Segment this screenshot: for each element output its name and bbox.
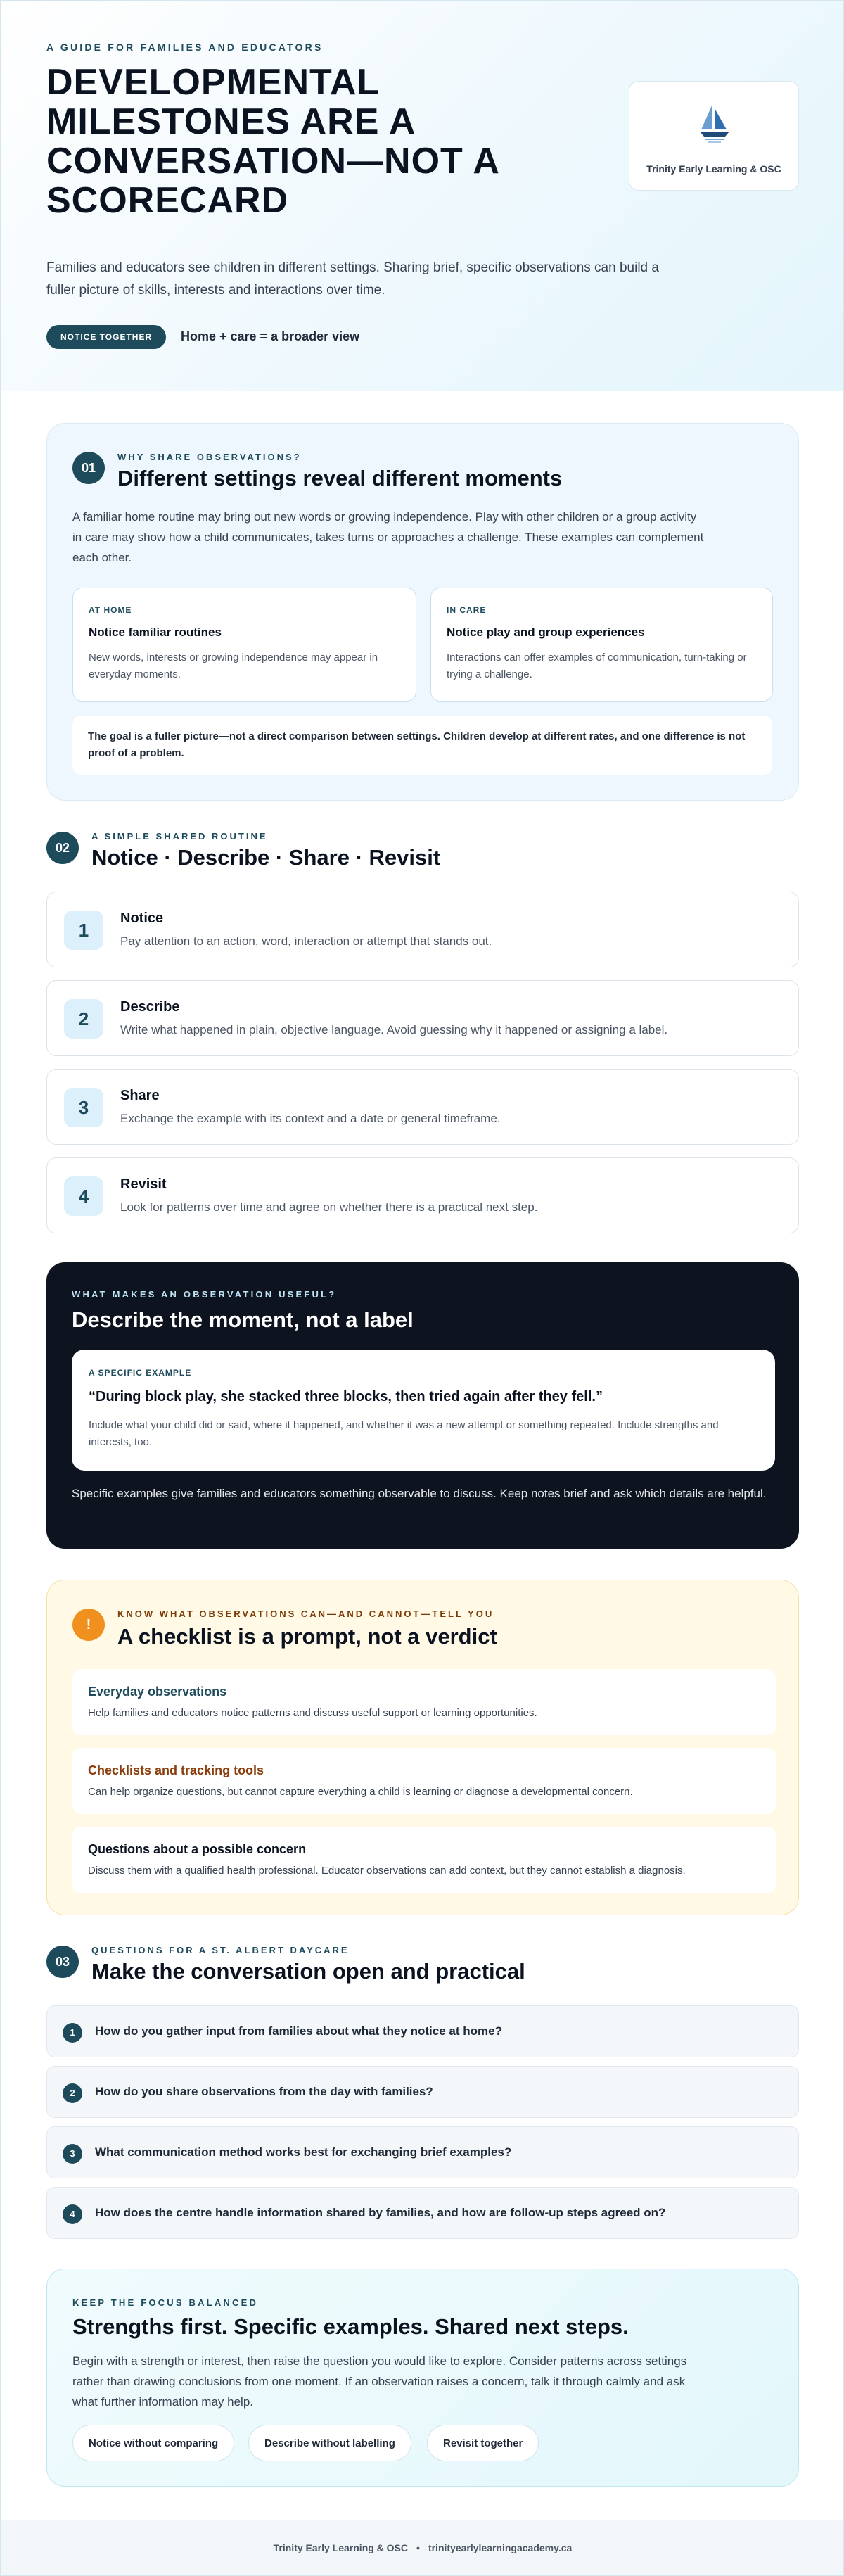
hero-tagline: Home + care = a broader view	[181, 329, 360, 343]
step-text: Write what happened in plain, objective language. Avoid guessing why it happened or assigning a label.	[120, 1023, 668, 1036]
step-number: 1	[64, 911, 103, 950]
example-detail: Include what your child did or said, where it happened, and whether it was a new attempt or something repeated. Include strengths and interests, too.	[89, 1419, 719, 1448]
section-focus-balanced	[46, 2269, 799, 2487]
chip-revisit-together: Revisit together	[427, 2425, 539, 2461]
step-text: Look for patterns over time and agree on whether there is a practical next step.	[120, 1200, 538, 1214]
checklist-item	[72, 1669, 776, 1735]
section-title: Strengths first. Specific examples. Shared next steps.	[72, 2314, 629, 2339]
example-quote: “During block play, she stacked three blocks, then tried again after they fell.”	[89, 1389, 603, 1404]
step-number: 3	[64, 1088, 103, 1127]
question-text: How do you gather input from families about what they notice at home?	[95, 2024, 502, 2038]
question-text: What communication method works best for exchanging brief examples?	[95, 2145, 512, 2159]
footer-separator: •	[416, 2542, 420, 2553]
section-eyebrow: A SIMPLE SHARED ROUTINE	[91, 831, 268, 842]
page-title: DEVELOPMENTAL MILESTONES ARE A CONVERSATION—NOT A SCORECARD	[46, 62, 499, 221]
section-number: 03	[46, 1946, 79, 1978]
step-describe	[46, 980, 799, 1056]
question-text: How do you share observations from the day with families?	[95, 2085, 433, 2098]
question-row	[46, 2187, 799, 2239]
step-title: Revisit	[120, 1176, 167, 1192]
step-number: 2	[64, 999, 103, 1039]
chip-describe-without-labelling: Describe without labelling	[248, 2425, 411, 2461]
step-title: Share	[120, 1088, 160, 1103]
card-in-care	[430, 588, 773, 702]
section-intro: A familiar home routine may bring out new words or growing independence. Play with other children or a group activity in care may show how a child communicates, takes turns or approaches a challenge. These examples can complement each other.	[72, 510, 704, 564]
checklist-item	[72, 1827, 776, 1893]
question-row	[46, 2005, 799, 2057]
section-title: Make the conversation open and practical	[91, 1959, 525, 1984]
example-card	[72, 1350, 775, 1471]
section-text: Begin with a strength or interest, then raise the question you would like to explore. Consider patterns across settings rather than drawing conclusions from one moment. If an observation raises a concern, talk it through calmly and ask what further information may help.	[72, 2354, 687, 2409]
section-why-share	[46, 423, 799, 801]
section-eyebrow: WHY SHARE OBSERVATIONS?	[117, 452, 302, 462]
hero-section	[1, 1, 844, 391]
card-at-home	[72, 588, 416, 702]
question-row	[46, 2126, 799, 2178]
question-number: 2	[63, 2083, 82, 2103]
hero-eyebrow: A GUIDE FOR FAMILIES AND EDUCATORS	[46, 42, 324, 53]
section-title: Different settings reveal different moments	[117, 466, 563, 490]
section-title: Notice · Describe · Share · Revisit	[91, 845, 441, 870]
section-title: Describe the moment, not a label	[72, 1307, 414, 1332]
question-number: 4	[63, 2204, 82, 2224]
section-number: 02	[46, 832, 79, 864]
step-text: Exchange the example with its context and a date or general timeframe.	[120, 1112, 501, 1125]
step-notice	[46, 892, 799, 967]
footer-name: Trinity Early Learning & OSC	[273, 2542, 409, 2553]
card-title: Notice familiar routines	[89, 626, 222, 639]
card-text: New words, interests or growing independence may appear in everyday moments.	[89, 652, 378, 680]
checklist-item-text: Discuss them with a qualified health professional. Educator observations can add context, but they cannot establish a diagnosis.	[88, 1865, 686, 1877]
section-eyebrow: WHAT MAKES AN OBSERVATION USEFUL?	[72, 1289, 337, 1300]
step-revisit	[46, 1157, 799, 1233]
checklist-item-text: Help families and educators notice patterns and discuss useful support or learning opportunities.	[88, 1707, 537, 1719]
section-footer-text: Specific examples give families and educators something observable to discuss. Keep notes brief and ask which details are helpful.	[72, 1487, 767, 1500]
footer-site-link[interactable]: trinityearlylearningacademy.ca	[428, 2542, 573, 2553]
checklist-item-title: Questions about a possible concern	[88, 1842, 307, 1856]
card-text: Interactions can offer examples of communication, turn-taking or trying a challenge.	[447, 652, 747, 680]
hero-intro: Families and educators see children in different settings. Sharing brief, specific observations can build a fuller picture of skills, interests and interactions over time.	[46, 260, 659, 298]
checklist-item-text: Can help organize questions, but cannot capture everything a child is learning or diagnose a developmental concern.	[88, 1786, 633, 1798]
section-useful-observation	[46, 1262, 799, 1549]
section-eyebrow: KEEP THE FOCUS BALANCED	[72, 2297, 259, 2308]
section-checklist	[46, 1580, 799, 1915]
card-label: AT HOME	[89, 605, 132, 615]
example-label: A SPECIFIC EXAMPLE	[89, 1368, 192, 1378]
step-text: Pay attention to an action, word, interaction or attempt that stands out.	[120, 934, 492, 948]
goal-note: The goal is a fuller picture—not a direct comparison between settings. Children develop at different rates, and one difference is not proof of a problem.	[72, 716, 772, 775]
logo-card	[629, 81, 799, 191]
sailboat-logo-icon	[697, 101, 732, 145]
section-eyebrow: QUESTIONS FOR A ST. ALBERT DAYCARE	[91, 1945, 350, 1955]
chip-notice-without-comparing: Notice without comparing	[72, 2425, 234, 2461]
checklist-item-title: Everyday observations	[88, 1684, 227, 1699]
section-number: 01	[72, 452, 105, 484]
step-number: 4	[64, 1176, 103, 1216]
step-title: Notice	[120, 911, 164, 926]
step-share	[46, 1069, 799, 1145]
section-eyebrow: KNOW WHAT OBSERVATIONS CAN—AND CANNOT—TELL YOU	[117, 1609, 494, 1619]
notice-together-pill: NOTICE TOGETHER	[46, 325, 166, 349]
question-row	[46, 2066, 799, 2118]
step-title: Describe	[120, 999, 180, 1015]
exclamation-icon: !	[72, 1609, 105, 1641]
question-number: 1	[63, 2023, 82, 2043]
question-number: 3	[63, 2144, 82, 2164]
checklist-item	[72, 1748, 776, 1814]
question-text: How does the centre handle information shared by families, and how are follow-up steps agreed on?	[95, 2206, 666, 2219]
checklist-item-title: Checklists and tracking tools	[88, 1763, 264, 1777]
card-label: IN CARE	[447, 605, 487, 615]
card-title: Notice play and group experiences	[447, 626, 645, 639]
section-title: A checklist is a prompt, not a verdict	[117, 1624, 497, 1649]
footer	[1, 2520, 844, 2576]
logo-name: Trinity Early Learning & OSC	[646, 163, 781, 175]
